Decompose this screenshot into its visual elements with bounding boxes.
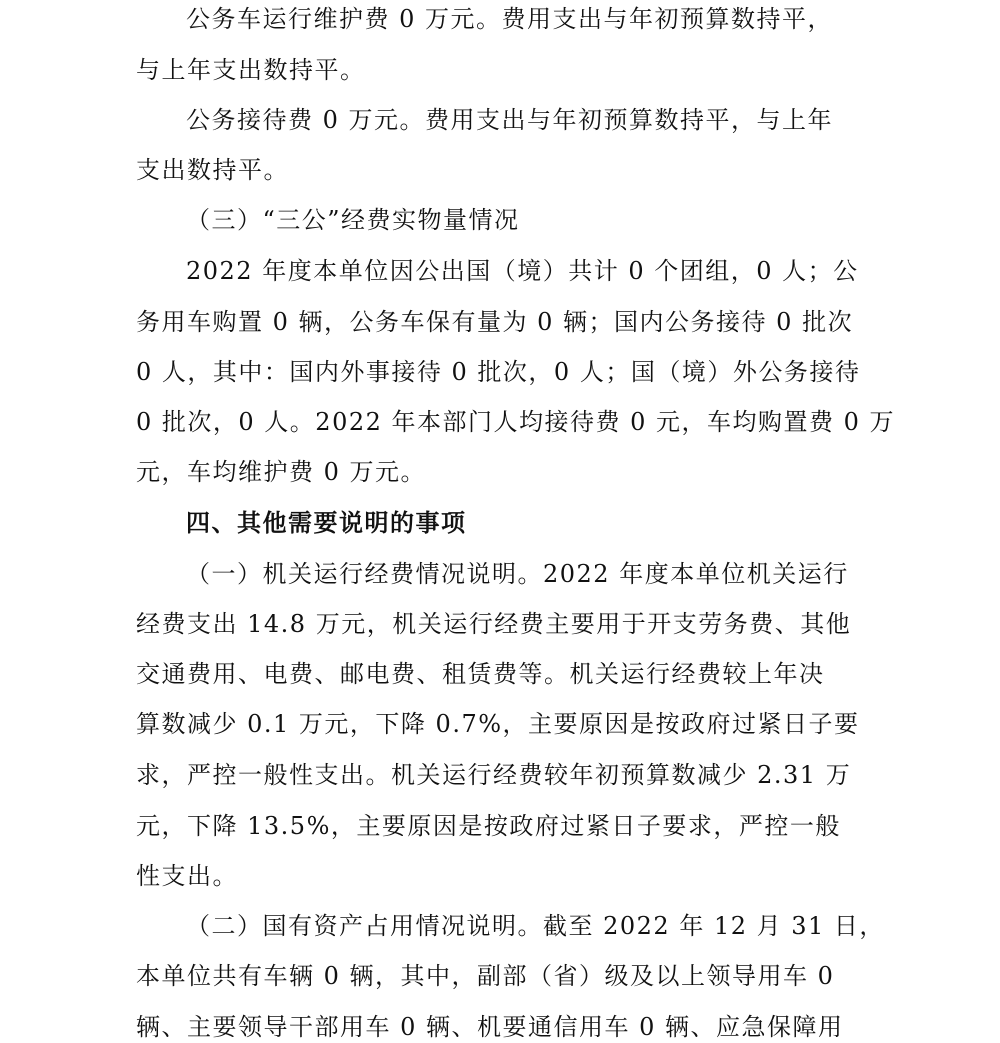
paragraph-line: 公务接待费 0 万元。费用支出与年初预算数持平，与上年 xyxy=(186,106,834,134)
paragraph-line: 元，下降 13.5%，主要原因是按政府过紧日子要求，严控一般 xyxy=(136,812,841,840)
paragraph-line: 本单位共有车辆 0 辆，其中，副部（省）级及以上领导用车 0 xyxy=(136,962,835,990)
section-heading: （三）“三公”经费实物量情况 xyxy=(186,206,520,234)
paragraph-line: 性支出。 xyxy=(136,862,238,890)
paragraph-line: 求，严控一般性支出。机关运行经费较年初预算数减少 2.31 万 xyxy=(136,761,852,789)
paragraph-line: 交通费用、电费、邮电费、租赁费等。机关运行经费较上年决 xyxy=(136,660,825,688)
paragraph-line: 经费支出 14.8 万元，机关运行经费主要用于开支劳务费、其他 xyxy=(136,610,852,638)
paragraph-line: （二）国有资产占用情况说明。截至 2022 年 12 月 31 日， xyxy=(186,912,885,940)
paragraph-line: 务用车购置 0 辆，公务车保有量为 0 辆；国内公务接待 0 批次 xyxy=(136,308,854,336)
paragraph-line: （一）机关运行经费情况说明。2022 年度本单位机关运行 xyxy=(186,560,849,588)
paragraph-line: 0 人，其中：国内外事接待 0 批次，0 人；国（境）外公务接待 xyxy=(136,358,861,386)
paragraph-line: 元，车均维护费 0 万元。 xyxy=(136,458,427,486)
section-heading-bold: 四、其他需要说明的事项 xyxy=(186,508,467,537)
paragraph-line: 2022 年度本单位因公出国（境）共计 0 个团组，0 人；公 xyxy=(186,257,859,285)
paragraph-line: 算数减少 0.1 万元，下降 0.7%，主要原因是按政府过紧日子要 xyxy=(136,710,860,738)
paragraph-line: 0 批次，0 人。2022 年本部门人均接待费 0 元，车均购置费 0 万 xyxy=(136,408,896,436)
paragraph-line: 与上年支出数持平。 xyxy=(136,56,366,84)
paragraph-line: 辆、主要领导干部用车 0 辆、机要通信用车 0 辆、应急保障用 xyxy=(136,1013,844,1041)
paragraph-line: 公务车运行维护费 0 万元。费用支出与年初预算数持平， xyxy=(186,5,834,33)
paragraph-line: 支出数持平。 xyxy=(136,156,289,184)
